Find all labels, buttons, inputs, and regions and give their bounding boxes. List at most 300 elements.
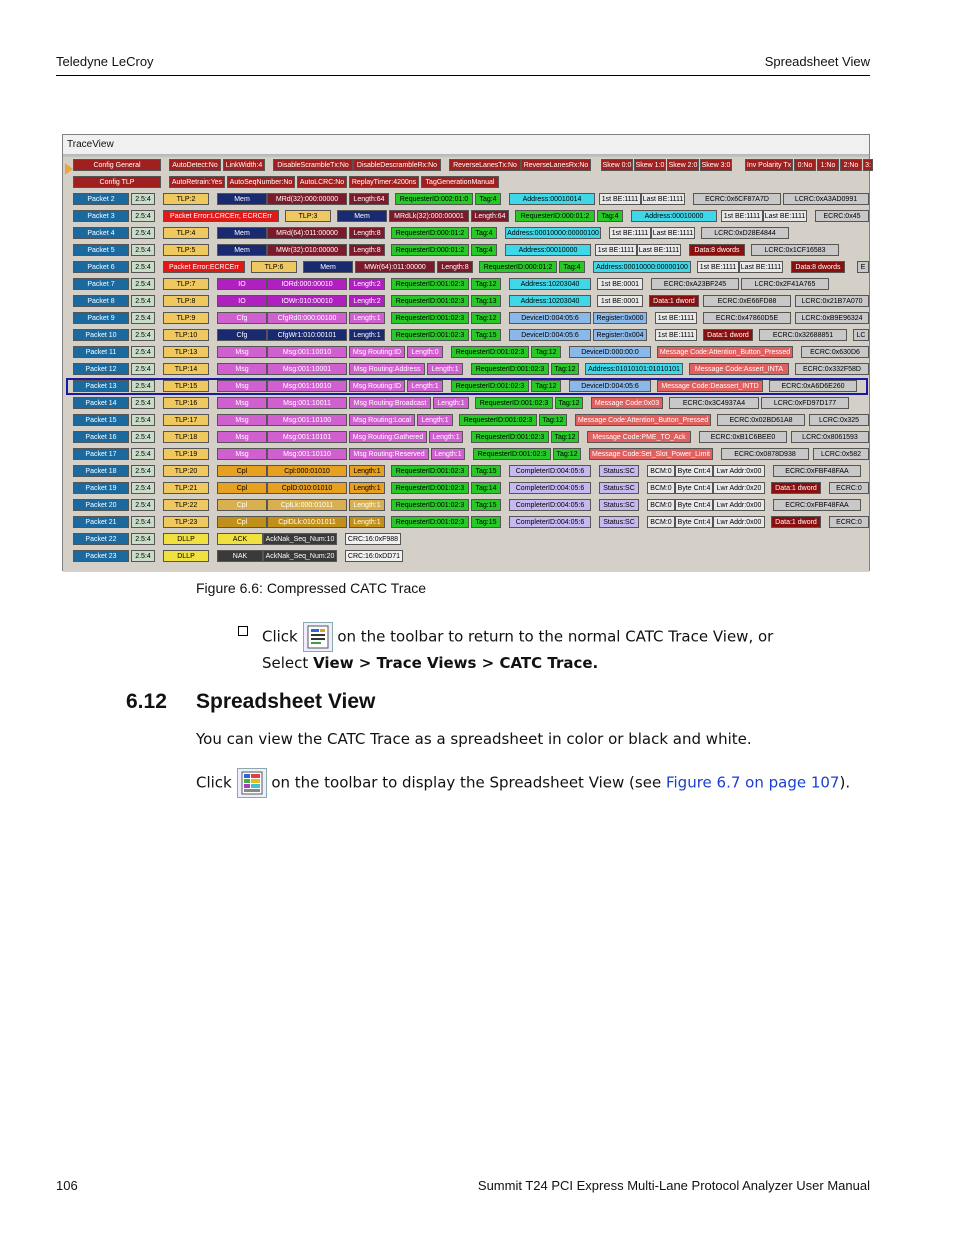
trace-field[interactable]: Length:2 (349, 295, 385, 307)
trace-field[interactable]: Tag:12 (531, 380, 561, 392)
trace-field[interactable]: Mem (337, 210, 387, 222)
trace-field[interactable]: 1st BE:1111 (697, 261, 739, 273)
trace-field[interactable]: LCRC:0x582 (813, 448, 869, 460)
trace-field[interactable]: Config TLP (73, 176, 161, 188)
trace-row[interactable] (63, 276, 869, 293)
trace-field[interactable]: Packet 8 (73, 295, 129, 307)
trace-field[interactable]: Msg (217, 380, 267, 392)
trace-field[interactable]: Mem (217, 244, 267, 256)
trace-row[interactable] (63, 361, 869, 378)
figure-link[interactable]: Figure 6.7 on page 107 (665, 773, 840, 792)
trace-field[interactable]: Msg:001:10101 (267, 431, 347, 443)
trace-field[interactable]: Tag:4 (471, 227, 497, 239)
trace-field[interactable]: Length:1 (417, 414, 453, 426)
trace-field[interactable]: Data:8 dwords (791, 261, 845, 273)
trace-field[interactable]: Tag:15 (471, 329, 501, 341)
trace-field[interactable]: Length:1 (431, 448, 465, 460)
trace-field[interactable]: Length:1 (427, 363, 463, 375)
trace-field[interactable]: RequesterID:001:02:3 (391, 278, 469, 290)
trace-field[interactable]: ECRC:0xFBF48FAA (773, 499, 861, 511)
trace-field[interactable]: Length:2 (349, 278, 385, 290)
trace-row[interactable] (63, 429, 869, 446)
trace-field[interactable]: 3: (863, 159, 873, 171)
trace-field[interactable]: Tag:12 (551, 363, 579, 375)
trace-field[interactable]: LCRC:0x8061593 (791, 431, 869, 443)
trace-field[interactable]: Tag:12 (539, 414, 567, 426)
trace-field[interactable]: Message Code:Attention_Button_Pressed (575, 414, 711, 426)
trace-field[interactable]: Skew 2:0 (667, 159, 699, 171)
trace-field[interactable]: Packet 23 (73, 550, 129, 562)
trace-field[interactable]: Packet 18 (73, 465, 129, 477)
trace-field[interactable]: AutoSeqNumber:No (227, 176, 295, 188)
trace-field[interactable]: IORd:000:00010 (267, 278, 347, 290)
trace-field[interactable]: Msg Routing:Local (349, 414, 415, 426)
trace-field[interactable]: Inv Polarity Tx (745, 159, 793, 171)
trace-field[interactable]: Lwr Addr:0x00 (713, 465, 765, 477)
trace-field[interactable]: Packet 17 (73, 448, 129, 460)
trace-field[interactable]: Length:1 (349, 465, 385, 477)
trace-field[interactable]: Msg (217, 346, 267, 358)
trace-field[interactable]: Address:00010000:00000100 (505, 227, 601, 239)
trace-field[interactable]: Packet 19 (73, 482, 129, 494)
trace-field[interactable]: ECRC:0x32688851 (759, 329, 847, 341)
trace-field[interactable]: 1st BE:0001 (597, 295, 643, 307)
trace-field[interactable]: TLP:16 (163, 397, 209, 409)
trace-row[interactable] (63, 293, 869, 310)
trace-row[interactable] (63, 514, 869, 531)
trace-field[interactable]: DLLP (163, 533, 209, 545)
trace-field[interactable]: Cpl (217, 516, 267, 528)
trace-field[interactable]: Packet Error:ECRCErr (163, 261, 245, 273)
trace-field[interactable]: Status:SC (599, 516, 639, 528)
trace-field[interactable]: DisableDescrambleRx:No (353, 159, 441, 171)
trace-field[interactable]: Msg Routing:ID (349, 380, 405, 392)
trace-field[interactable]: Packet Error:LCRCErr, ECRCErr (163, 210, 279, 222)
trace-field[interactable]: Data:1 dword (649, 295, 699, 307)
trace-field[interactable]: TLP:7 (163, 278, 209, 290)
trace-field[interactable]: ECRC:0x630D6 (801, 346, 869, 358)
trace-field[interactable]: Tag:12 (555, 397, 583, 409)
trace-field[interactable]: Msg (217, 448, 267, 460)
trace-field[interactable]: Tag:12 (531, 346, 561, 358)
trace-field[interactable]: Address:00010000:00000100 (593, 261, 691, 273)
trace-field[interactable]: Length:1 (349, 482, 385, 494)
trace-field[interactable]: 2.5:4 (131, 516, 155, 528)
trace-field[interactable]: Msg:001:10110 (267, 448, 347, 460)
trace-field[interactable]: TLP:2 (163, 193, 209, 205)
trace-field[interactable]: Length:1 (349, 499, 385, 511)
trace-field[interactable]: Packet 20 (73, 499, 129, 511)
trace-field[interactable]: Message Code:Attention_Button_Pressed (657, 346, 793, 358)
trace-field[interactable]: LinkWidth:4 (223, 159, 265, 171)
trace-field[interactable]: Length:1 (349, 329, 385, 341)
trace-field[interactable]: RequesterID:001:02:3 (459, 414, 537, 426)
trace-field[interactable]: ECRC:0x45 (815, 210, 869, 222)
trace-field[interactable]: 1st BE:1111 (599, 193, 641, 205)
trace-field[interactable]: RequesterID:001:02:3 (391, 499, 469, 511)
trace-field[interactable]: Cpl:000:01010 (267, 465, 347, 477)
trace-field[interactable]: Tag:12 (471, 312, 501, 324)
trace-field[interactable]: LCRC:0x21B7A070 (795, 295, 869, 307)
trace-field[interactable]: Length:1 (429, 431, 463, 443)
trace-field[interactable]: Address:00010000 (505, 244, 591, 256)
trace-field[interactable]: Length:1 (349, 516, 385, 528)
trace-field[interactable]: RequesterID:002:01:0 (395, 193, 473, 205)
trace-field[interactable]: Cpl (217, 499, 267, 511)
trace-field[interactable]: Packet 4 (73, 227, 129, 239)
trace-field[interactable]: Message Code:Assert_INTA (689, 363, 789, 375)
trace-field[interactable]: Tag:4 (475, 193, 501, 205)
trace-field[interactable]: Packet 15 (73, 414, 129, 426)
trace-field[interactable]: 2.5:4 (131, 363, 155, 375)
trace-field[interactable]: Tag:15 (471, 499, 501, 511)
trace-field[interactable]: Status:SC (599, 482, 639, 494)
trace-field[interactable]: 2.5:4 (131, 244, 155, 256)
trace-field[interactable]: Config General (73, 159, 161, 171)
trace-field[interactable]: 2.5:4 (131, 397, 155, 409)
trace-field[interactable]: Packet 7 (73, 278, 129, 290)
trace-field[interactable]: DeviceID:004:05:6 (509, 329, 591, 341)
trace-field[interactable]: Last BE:1111 (763, 210, 807, 222)
trace-field[interactable]: Msg Routing:ID (349, 346, 405, 358)
trace-field[interactable]: Msg:001:10001 (267, 363, 347, 375)
trace-field[interactable]: ReverseLanesRx:No (521, 159, 591, 171)
trace-field[interactable]: DeviceID:004:05:6 (509, 312, 591, 324)
trace-field[interactable]: ECRC:0x332F58D (795, 363, 869, 375)
trace-field[interactable]: MWr(32):010:00000 (267, 244, 347, 256)
trace-field[interactable]: Byte Cnt:4 (675, 482, 713, 494)
trace-row[interactable] (63, 208, 869, 225)
trace-field[interactable]: RequesterID:001:02:3 (391, 312, 469, 324)
trace-field[interactable]: Message Code:Set_Slot_Power_Limit (589, 448, 713, 460)
trace-field[interactable]: TLP:14 (163, 363, 209, 375)
trace-field[interactable]: TLP:19 (163, 448, 209, 460)
trace-field[interactable]: Data:1 dword (771, 482, 821, 494)
trace-field[interactable]: TagGenerationManual (421, 176, 499, 188)
trace-field[interactable]: 2.5:4 (131, 550, 155, 562)
trace-field[interactable]: AutoLCRC:No (297, 176, 347, 188)
trace-field[interactable]: Message Code:PME_TO_Ack (587, 431, 691, 443)
trace-field[interactable]: TLP:15 (163, 380, 209, 392)
trace-field[interactable]: ECRC:0x0878D938 (721, 448, 809, 460)
trace-row[interactable] (63, 531, 869, 548)
trace-row[interactable] (63, 548, 869, 565)
trace-field[interactable]: 2.5:4 (131, 465, 155, 477)
trace-field[interactable]: RequesterID:001:02:3 (451, 380, 529, 392)
trace-field[interactable]: 1st BE:1111 (655, 312, 697, 324)
trace-field[interactable]: Length:64 (349, 193, 389, 205)
trace-field[interactable]: IOWr:010:00010 (267, 295, 347, 307)
trace-field[interactable]: Packet 9 (73, 312, 129, 324)
trace-field[interactable]: ECRC:0x47860D5E (703, 312, 791, 324)
trace-field[interactable]: Tag:12 (471, 278, 501, 290)
trace-field[interactable]: BCM:0 (647, 482, 675, 494)
trace-field[interactable]: Packet 13 (73, 380, 129, 392)
trace-field[interactable]: DeviceID:004:05:6 (569, 380, 651, 392)
trace-field[interactable]: Last BE:1111 (739, 261, 783, 273)
trace-field[interactable]: Mem (303, 261, 353, 273)
trace-field[interactable]: RequesterID:001:02:3 (473, 448, 551, 460)
trace-field[interactable]: MWr(64):011:00000 (355, 261, 435, 273)
trace-field[interactable]: ECRC:0x6CF87A7D (693, 193, 781, 205)
trace-field[interactable]: Last BE:1111 (637, 244, 681, 256)
trace-field[interactable]: LCRC:0xB9E96324 (795, 312, 869, 324)
trace-field[interactable]: TLP:10 (163, 329, 209, 341)
trace-field[interactable]: Msg:001:10011 (267, 397, 347, 409)
trace-field[interactable]: Data:8 dwords (689, 244, 745, 256)
trace-field[interactable]: Address:10203040 (509, 278, 591, 290)
trace-field[interactable]: Address:01010101:01010101 (585, 363, 683, 375)
trace-field[interactable]: TLP:4 (163, 227, 209, 239)
trace-field[interactable]: Cfg (217, 329, 267, 341)
trace-field[interactable]: MRd(32):000:00000 (267, 193, 347, 205)
trace-field[interactable]: Address:10203040 (509, 295, 591, 307)
trace-field[interactable]: RequesterID:001:02:3 (391, 516, 469, 528)
trace-field[interactable]: ACK (217, 533, 263, 545)
trace-field[interactable]: Packet 21 (73, 516, 129, 528)
trace-field[interactable]: Packet 5 (73, 244, 129, 256)
trace-field[interactable]: 2.5:4 (131, 533, 155, 545)
trace-field[interactable]: CplD:010:01010 (267, 482, 347, 494)
trace-field[interactable]: LCRC:0xA3AD0991 (783, 193, 869, 205)
trace-field[interactable]: Packet 12 (73, 363, 129, 375)
trace-field[interactable]: Skew 3:0 (700, 159, 732, 171)
trace-row[interactable] (63, 310, 869, 327)
trace-field[interactable]: Msg:001:10010 (267, 380, 347, 392)
trace-field[interactable]: Msg (217, 431, 267, 443)
trace-field[interactable]: Packet 16 (73, 431, 129, 443)
trace-field[interactable]: Message Code:0x03 (591, 397, 663, 409)
trace-field[interactable]: 2.5:4 (131, 295, 155, 307)
trace-field[interactable]: RequesterID:001:02:3 (471, 363, 549, 375)
trace-field[interactable]: Length:8 (349, 244, 385, 256)
trace-field[interactable]: Last BE:1111 (651, 227, 695, 239)
trace-field[interactable]: CfgRd0:000:00100 (267, 312, 347, 324)
trace-field[interactable]: Packet 2 (73, 193, 129, 205)
trace-row[interactable] (63, 412, 869, 429)
trace-field[interactable]: 2.5:4 (131, 193, 155, 205)
trace-field[interactable]: Length:8 (437, 261, 473, 273)
trace-field[interactable]: Address:00010014 (509, 193, 595, 205)
trace-field[interactable]: ECRC:0xA23BF245 (651, 278, 739, 290)
trace-field[interactable]: Packet 22 (73, 533, 129, 545)
trace-field[interactable]: 2.5:4 (131, 346, 155, 358)
trace-field[interactable]: Byte Cnt:4 (675, 499, 713, 511)
trace-field[interactable]: 2.5:4 (131, 431, 155, 443)
trace-field[interactable]: DeviceID:000:00:0 (569, 346, 651, 358)
trace-field[interactable]: RequesterID:000:01:2 (479, 261, 557, 273)
trace-field[interactable]: ReplayTimer:4200ns (349, 176, 419, 188)
trace-field[interactable]: CompleterID:004:05:6 (509, 516, 591, 528)
trace-field[interactable]: RequesterID:001:02:3 (391, 295, 469, 307)
trace-field[interactable]: RequesterID:001:02:3 (475, 397, 553, 409)
trace-field[interactable]: TLP:18 (163, 431, 209, 443)
trace-field[interactable]: AckNak_Seq_Num:10 (263, 533, 337, 545)
trace-field[interactable]: CompleterID:004:05:6 (509, 499, 591, 511)
trace-field[interactable]: Mem (217, 193, 267, 205)
trace-row[interactable] (63, 157, 869, 174)
trace-field[interactable]: Msg (217, 414, 267, 426)
trace-field[interactable]: ECRC:0x02BD61A8 (717, 414, 805, 426)
trace-row[interactable] (63, 191, 869, 208)
trace-field[interactable]: 2.5:4 (131, 329, 155, 341)
trace-field[interactable]: Msg:001:10100 (267, 414, 347, 426)
trace-field[interactable]: Byte Cnt:4 (675, 465, 713, 477)
trace-field[interactable]: ECRC:0 (829, 482, 869, 494)
trace-field[interactable]: MRd(64):011:00000 (267, 227, 347, 239)
trace-field[interactable]: TLP:13 (163, 346, 209, 358)
trace-field[interactable]: Data:1 dword (771, 516, 821, 528)
trace-field[interactable]: Tag:4 (597, 210, 623, 222)
trace-field[interactable]: E (857, 261, 869, 273)
trace-field[interactable]: Length:1 (433, 397, 469, 409)
trace-row[interactable] (63, 225, 869, 242)
trace-field[interactable]: IO (217, 295, 267, 307)
trace-row[interactable] (63, 259, 869, 276)
trace-field[interactable]: Register:0x000 (593, 312, 647, 324)
trace-field[interactable]: ECRC:0xFBF48FAA (773, 465, 861, 477)
trace-field[interactable]: CfgWr1:010:00101 (267, 329, 347, 341)
trace-field[interactable]: Message Code:Deassert_INTD (657, 380, 763, 392)
trace-field[interactable]: Skew 1:0 (634, 159, 666, 171)
trace-field[interactable]: CompleterID:004:05:6 (509, 465, 591, 477)
trace-field[interactable]: Tag:4 (559, 261, 585, 273)
trace-field[interactable]: TLP:8 (163, 295, 209, 307)
trace-field[interactable]: ECRC:0xA6D6E260 (769, 380, 857, 392)
trace-field[interactable]: Tag:12 (551, 431, 579, 443)
trace-field[interactable]: AutoRetrain:Yes (169, 176, 225, 188)
trace-field[interactable]: CRC:16:0xF988 (345, 533, 401, 545)
trace-field[interactable]: 2.5:4 (131, 261, 155, 273)
trace-row[interactable] (63, 497, 869, 514)
trace-field[interactable]: Mem (217, 227, 267, 239)
trace-field[interactable]: RequesterID:000:01:2 (391, 244, 469, 256)
trace-field[interactable]: 2.5:4 (131, 210, 155, 222)
trace-field[interactable]: 2.5:4 (131, 482, 155, 494)
trace-field[interactable]: 2.5:4 (131, 380, 155, 392)
trace-field[interactable]: Address:00010000 (631, 210, 717, 222)
trace-field[interactable]: Tag:15 (471, 465, 501, 477)
trace-field[interactable]: Length:1 (407, 380, 443, 392)
trace-field[interactable]: AutoDetect:No (169, 159, 221, 171)
trace-field[interactable]: 2.5:4 (131, 278, 155, 290)
trace-row[interactable] (63, 395, 869, 412)
trace-field[interactable]: Skew 0:0 (601, 159, 633, 171)
trace-field[interactable]: Tag:12 (553, 448, 581, 460)
trace-field[interactable]: Cfg (217, 312, 267, 324)
trace-row[interactable] (63, 463, 869, 480)
trace-field[interactable]: Register:0x004 (593, 329, 647, 341)
trace-field[interactable]: ReverseLanesTx:No (449, 159, 521, 171)
trace-field[interactable]: TLP:22 (163, 499, 209, 511)
trace-field[interactable]: CplDLk:010:01011 (267, 516, 347, 528)
trace-field[interactable]: TLP:3 (285, 210, 331, 222)
trace-field[interactable]: TLP:6 (251, 261, 297, 273)
trace-field[interactable]: 1st BE:1111 (721, 210, 763, 222)
trace-field[interactable]: Packet 14 (73, 397, 129, 409)
trace-field[interactable]: LC (853, 329, 869, 341)
trace-field[interactable]: BCM:0 (647, 499, 675, 511)
trace-field[interactable]: Packet 3 (73, 210, 129, 222)
trace-field[interactable]: CompleterID:004:05:6 (509, 482, 591, 494)
trace-field[interactable]: RequesterID:001:02:3 (471, 431, 549, 443)
trace-row[interactable] (63, 344, 869, 361)
trace-field[interactable]: Msg:001:10010 (267, 346, 347, 358)
trace-field[interactable]: Lwr Addr:0x20 (713, 482, 765, 494)
trace-field[interactable]: Length:8 (349, 227, 385, 239)
trace-row[interactable] (63, 327, 869, 344)
trace-field[interactable]: LCRC:0x2F41A765 (741, 278, 829, 290)
trace-field[interactable]: Lwr Addr:0x00 (713, 499, 765, 511)
trace-field[interactable]: CplLk:000:01011 (267, 499, 347, 511)
trace-field[interactable]: TLP:9 (163, 312, 209, 324)
trace-field[interactable]: Tag:15 (471, 516, 501, 528)
trace-field[interactable]: Byte Cnt:4 (675, 516, 713, 528)
trace-field[interactable]: Tag:4 (471, 244, 497, 256)
trace-field[interactable]: AckNak_Seq_Num:20 (263, 550, 337, 562)
trace-field[interactable]: Status:SC (599, 499, 639, 511)
trace-field[interactable]: LCRC:0xFD97D177 (761, 397, 849, 409)
trace-row[interactable] (63, 480, 869, 497)
trace-field[interactable]: Msg Routing:Address (349, 363, 425, 375)
trace-field[interactable]: Last BE:1111 (641, 193, 685, 205)
trace-field[interactable]: Cpl (217, 482, 267, 494)
trace-field[interactable]: Length:1 (349, 312, 385, 324)
trace-field[interactable]: 2.5:4 (131, 312, 155, 324)
trace-field[interactable]: TLP:21 (163, 482, 209, 494)
trace-field[interactable]: 2.5:4 (131, 227, 155, 239)
trace-field[interactable]: Data:1 dword (703, 329, 753, 341)
trace-field[interactable]: ECRC:0xE66FD88 (703, 295, 791, 307)
trace-field[interactable]: Packet 6 (73, 261, 129, 273)
trace-field[interactable]: DLLP (163, 550, 209, 562)
trace-field[interactable]: Status:SC (599, 465, 639, 477)
trace-field[interactable]: DisableScrambleTx:No (273, 159, 353, 171)
trace-field[interactable]: LCRC:0xD28E4844 (701, 227, 789, 239)
trace-field[interactable]: ECRC:0xB1C6BEE0 (699, 431, 787, 443)
trace-field[interactable]: Lwr Addr:0x00 (713, 516, 765, 528)
trace-field[interactable]: MRdLk(32):000:00001 (389, 210, 469, 222)
trace-field[interactable]: 0:No (794, 159, 816, 171)
trace-field[interactable]: LCRC:0x325 (809, 414, 869, 426)
trace-field[interactable]: LCRC:0x1CF16583 (751, 244, 839, 256)
trace-field[interactable]: Msg Routing:Broadcast (349, 397, 431, 409)
trace-field[interactable]: 2.5:4 (131, 448, 155, 460)
trace-field[interactable]: Msg (217, 397, 267, 409)
trace-field[interactable]: Length:64 (471, 210, 509, 222)
trace-field[interactable]: Msg (217, 363, 267, 375)
trace-field[interactable]: RequesterID:000:01:2 (515, 210, 595, 222)
trace-field[interactable]: BCM:0 (647, 465, 675, 477)
trace-field[interactable]: 1st BE:1111 (609, 227, 651, 239)
trace-field[interactable]: 1:No (817, 159, 839, 171)
trace-field[interactable]: IO (217, 278, 267, 290)
trace-row[interactable] (63, 174, 869, 191)
trace-row[interactable] (63, 446, 869, 463)
trace-field[interactable]: 2:No (840, 159, 862, 171)
trace-field[interactable]: RequesterID:001:02:3 (391, 482, 469, 494)
trace-field[interactable]: 2.5:4 (131, 414, 155, 426)
trace-field[interactable]: TLP:23 (163, 516, 209, 528)
trace-field[interactable]: Length:0 (407, 346, 443, 358)
trace-field[interactable]: Tag:14 (471, 482, 501, 494)
trace-field[interactable]: TLP:5 (163, 244, 209, 256)
trace-field[interactable]: BCM:0 (647, 516, 675, 528)
trace-field[interactable]: RequesterID:001:02:3 (391, 329, 469, 341)
trace-field[interactable]: RequesterID:001:02:3 (451, 346, 529, 358)
trace-field[interactable]: Cpl (217, 465, 267, 477)
trace-field[interactable]: 1st BE:1111 (655, 329, 697, 341)
